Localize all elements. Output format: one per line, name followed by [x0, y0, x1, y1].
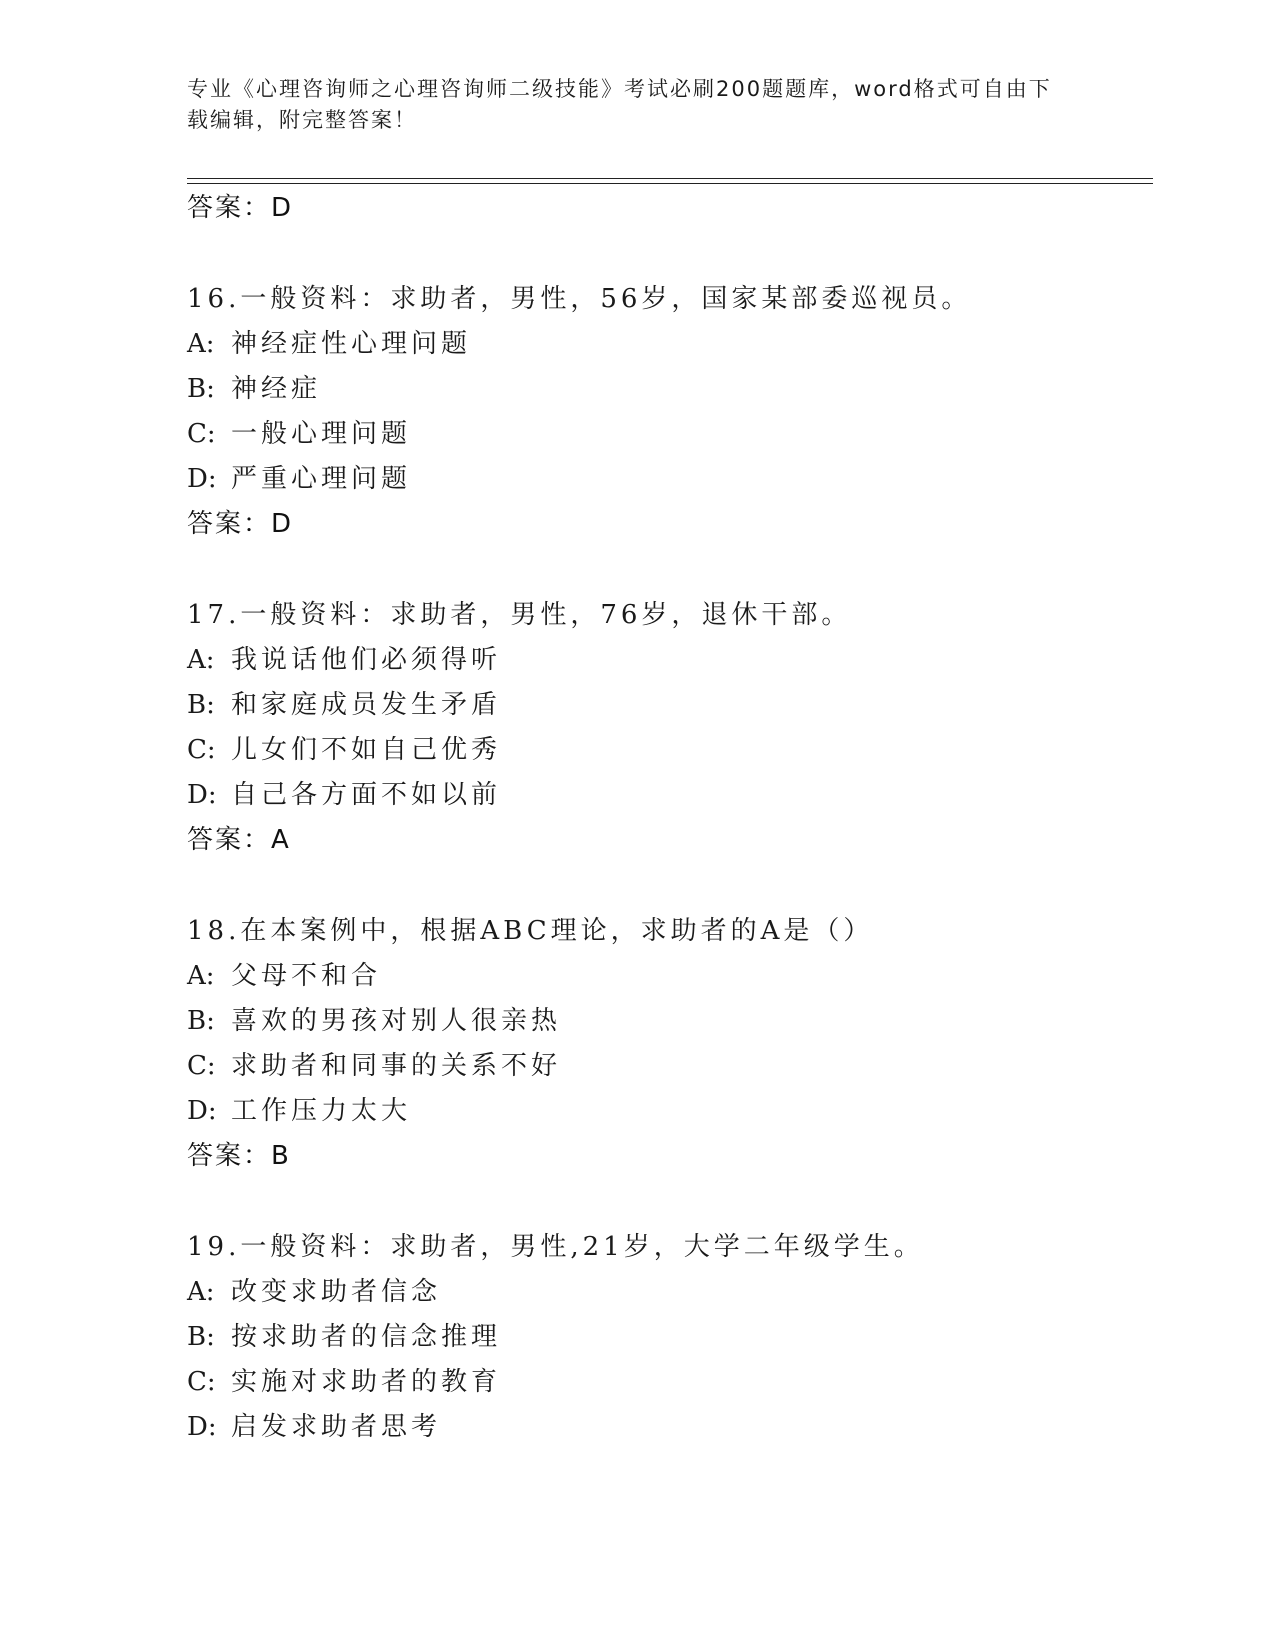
option-letter: B:	[187, 1006, 215, 1036]
question-stem: 19.一般资料：求助者，男性,21岁，大学二年级学生。	[187, 1232, 924, 1262]
option-text: 喜欢的男孩对别人很亲热	[231, 1006, 562, 1036]
question-stem: 17.一般资料：求助者，男性，76岁，退休干部。	[187, 600, 852, 630]
option-line	[187, 688, 501, 722]
option-text: 改变求助者信念	[231, 1277, 442, 1307]
option-letter: D:	[187, 780, 217, 810]
option-letter: A:	[187, 645, 215, 675]
option-text: 求助者和同事的关系不好	[231, 1051, 562, 1081]
question-stem: 16.一般资料：求助者，男性，56岁，国家某部委巡视员。	[187, 284, 972, 314]
option-line	[187, 959, 381, 993]
answer-line: 答案：D	[187, 193, 294, 223]
option-letter: A:	[187, 961, 215, 991]
option-text: 神经症	[231, 374, 322, 404]
option-line	[187, 1094, 411, 1128]
option-text: 父母不和合	[231, 961, 382, 991]
option-letter: D:	[187, 1412, 217, 1442]
option-text: 启发求助者思考	[231, 1412, 442, 1442]
option-letter: B:	[187, 1322, 215, 1352]
option-letter: A:	[187, 329, 215, 359]
option-letter: C:	[187, 735, 216, 765]
header-rule-bottom	[187, 183, 1153, 184]
option-line	[187, 1004, 561, 1038]
option-letter: B:	[187, 374, 215, 404]
option-text: 儿女们不如自己优秀	[231, 735, 502, 765]
option-letter: C:	[187, 1367, 216, 1397]
option-letter: D:	[187, 1096, 217, 1126]
answer-line: 答案：D	[187, 509, 294, 539]
option-letter: C:	[187, 419, 216, 449]
option-text: 实施对求助者的教育	[231, 1367, 502, 1397]
option-text: 和家庭成员发生矛盾	[231, 690, 502, 720]
option-line	[187, 778, 501, 812]
option-text: 一般心理问题	[231, 419, 412, 449]
option-line	[187, 1410, 441, 1444]
option-line	[187, 372, 321, 406]
option-text: 神经症性心理问题	[231, 329, 472, 359]
option-letter: D:	[187, 464, 217, 494]
option-text: 按求助者的信念推理	[231, 1322, 502, 1352]
option-letter: C:	[187, 1051, 216, 1081]
answer-line: 答案：B	[187, 1141, 291, 1171]
option-text: 我说话他们必须得听	[231, 645, 502, 675]
option-text: 自己各方面不如以前	[231, 780, 502, 810]
option-line	[187, 417, 411, 451]
option-line	[187, 643, 501, 677]
option-line	[187, 1275, 441, 1309]
option-line	[187, 462, 411, 496]
option-letter: A:	[187, 1277, 215, 1307]
option-line	[187, 1365, 501, 1399]
header-rule-top	[187, 178, 1153, 179]
option-line	[187, 1049, 561, 1083]
option-line	[187, 327, 471, 361]
option-letter: B:	[187, 690, 215, 720]
answer-line: 答案：A	[187, 825, 291, 855]
option-line	[187, 733, 501, 767]
option-line	[187, 1320, 501, 1354]
option-text: 工作压力太大	[231, 1096, 412, 1126]
question-stem: 18.在本案例中，根据ABC理论，求助者的A是（）	[187, 916, 874, 946]
document-header: 专业《心理咨询师之心理咨询师二级技能》考试必刷200题题库，word格式可自由下载编辑，附完整答案！	[187, 77, 1052, 132]
option-text: 严重心理问题	[231, 464, 412, 494]
